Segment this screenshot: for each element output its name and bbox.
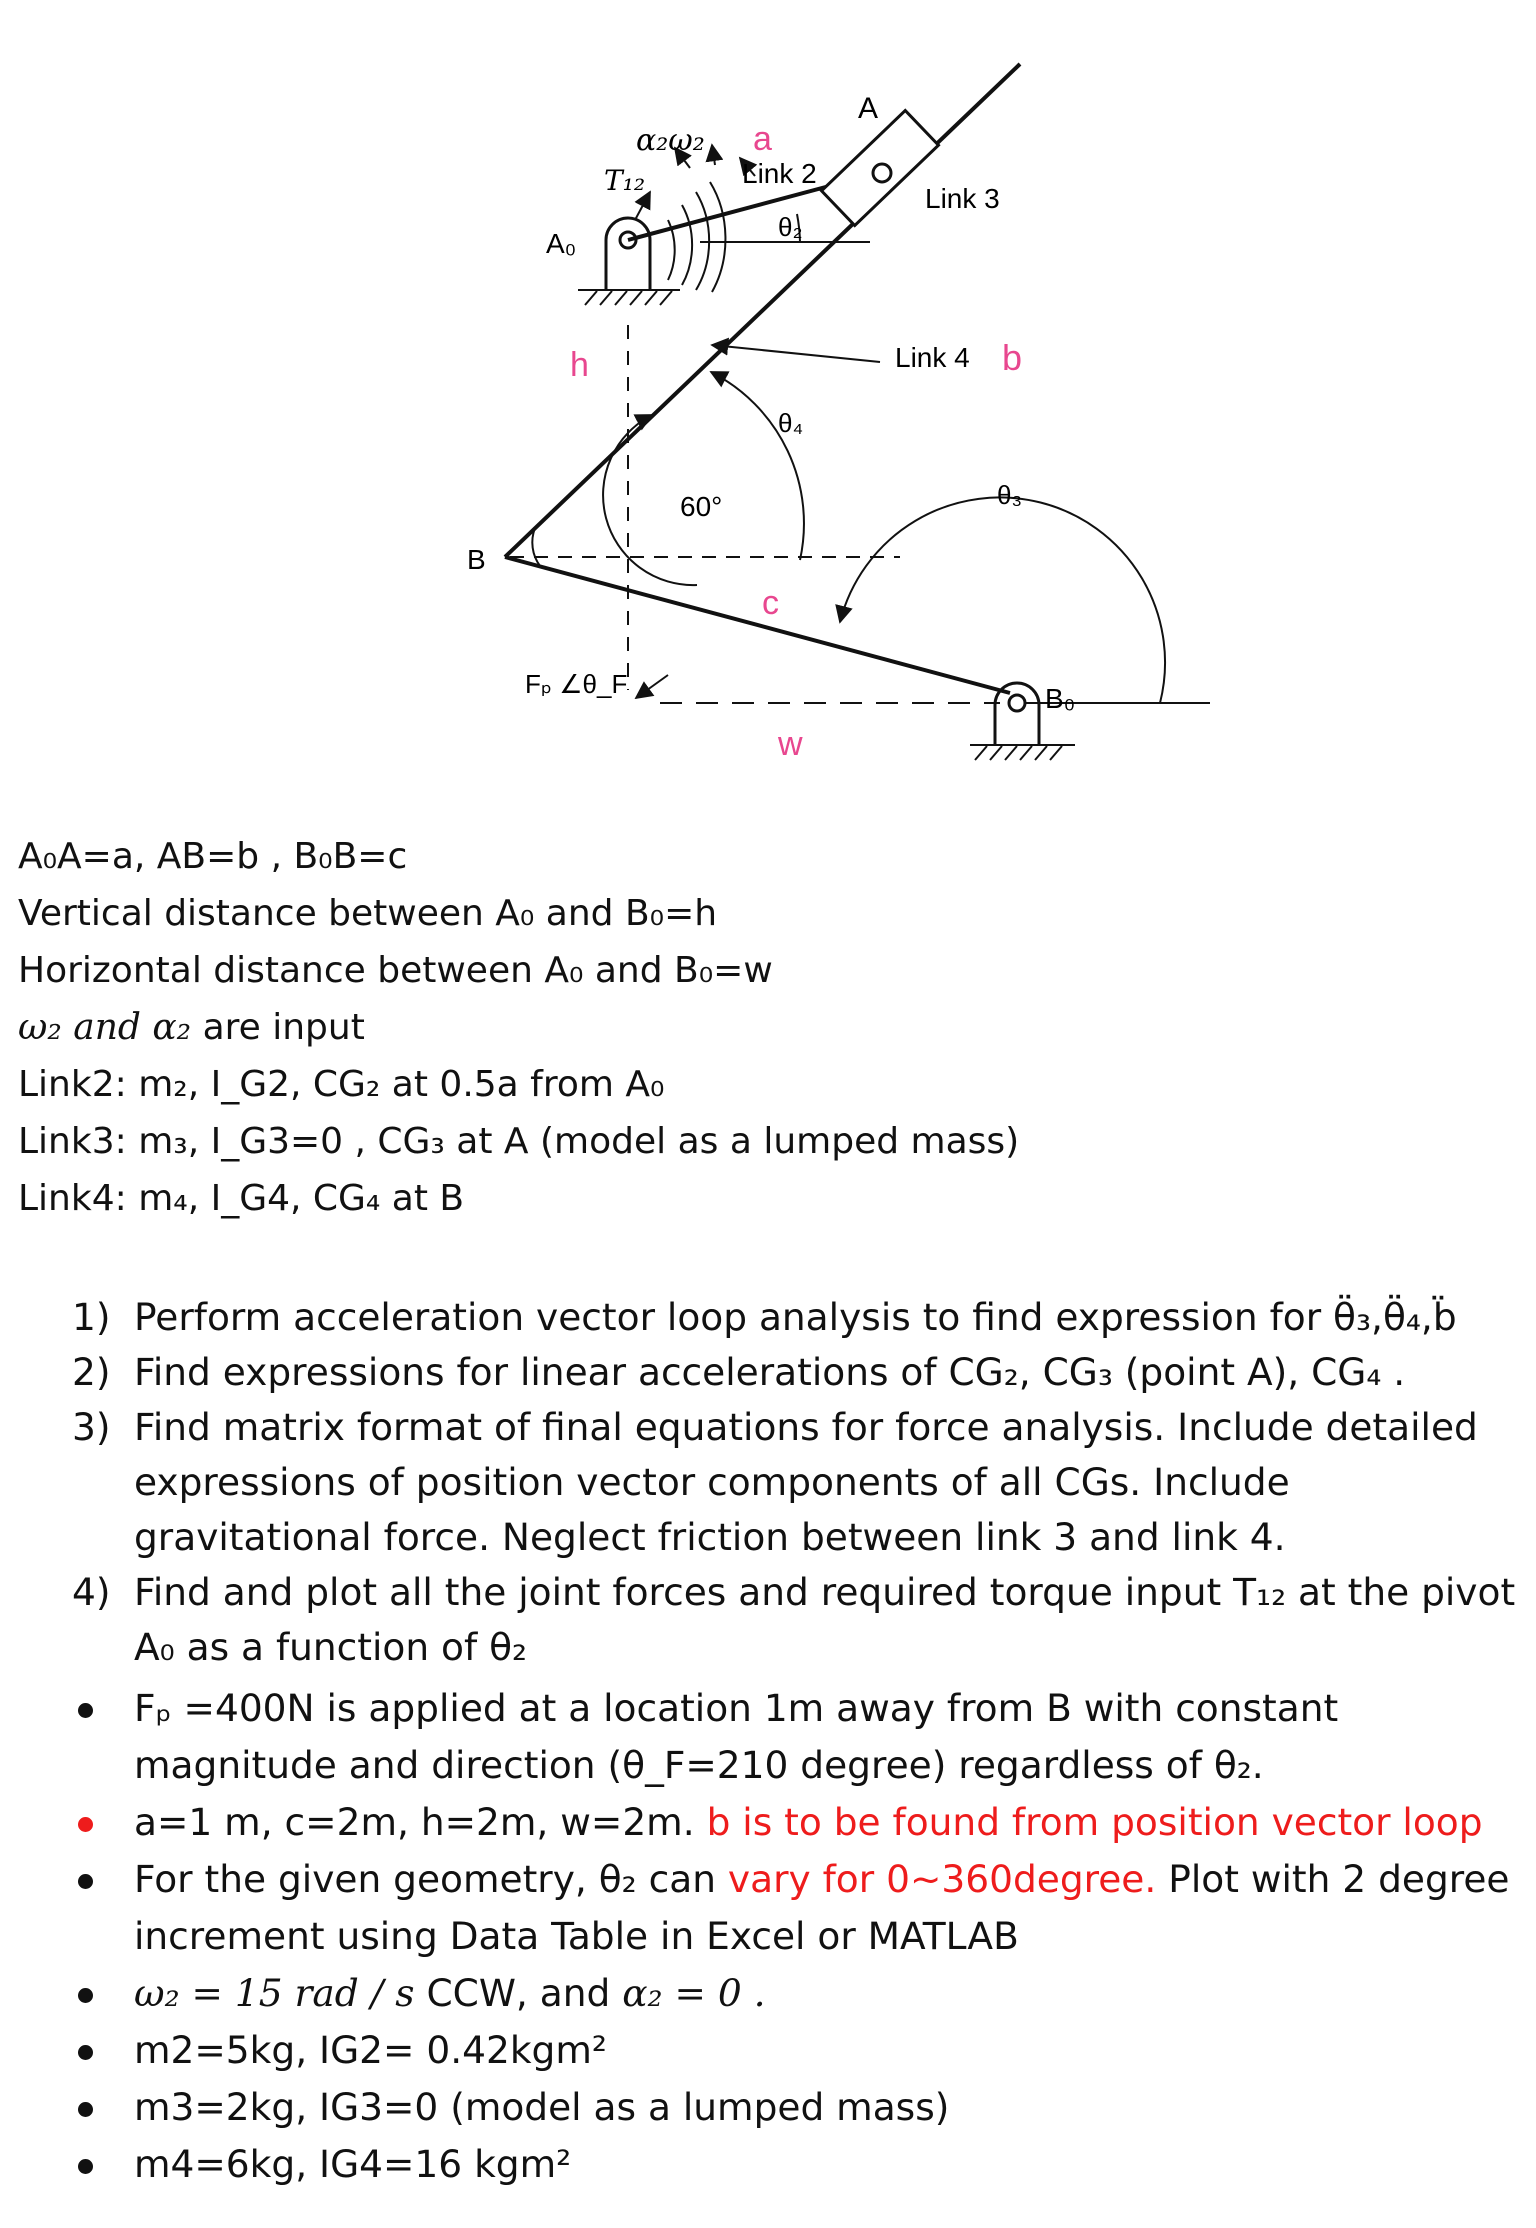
parameter-list — [72, 1680, 1522, 2193]
bullet-dot — [78, 1988, 93, 2003]
task-number: 3) — [72, 1405, 111, 1449]
bullet-text: m3=2kg, IG3=0 (model as a lumped mass) — [134, 2085, 950, 2129]
bullet-m4 — [72, 2136, 1522, 2193]
bullet-fp — [72, 1680, 1522, 1794]
task-text: Perform acceleration vector loop analysis to find expression for θ̈₃,θ̈₄,b̈ — [134, 1295, 1457, 1339]
label-t12: T₁₂ — [604, 164, 646, 197]
bullet-dot — [78, 1703, 93, 1718]
ground-a0 — [578, 290, 680, 305]
label-link4: Link 4 — [895, 342, 970, 373]
bullet-text: a=1 m, c=2m, h=2m, w=2m. — [134, 1800, 695, 1844]
task-number: 1) — [72, 1295, 111, 1339]
label-alpha-omega: α₂ω₂ — [636, 123, 705, 158]
bullet-m2 — [72, 2022, 1522, 2079]
task-list — [72, 1290, 1522, 1675]
mechanism-diagram — [0, 0, 1536, 820]
label-h-pink: h — [570, 346, 589, 384]
task-text: Find and plot all the joint forces and required torque input T₁₂ at the pivot A₀ as a function of θ₂ — [134, 1570, 1516, 1669]
bullet-dot-red — [78, 1817, 93, 1832]
bullet-text: For the given geometry, θ₂ can — [134, 1857, 716, 1901]
omega-value: ω₂ = 15 rad / s — [134, 1971, 415, 2015]
task-number: 4) — [72, 1570, 111, 1614]
bullet-text: Fₚ =400N is applied at a location 1m away from B with constant magnitude and direction (θ_F=210 degree) regardless of θ₂. — [134, 1686, 1339, 1787]
omega-arcs — [668, 182, 725, 292]
bullet-m3 — [72, 2079, 1522, 2136]
bullet-text: m4=6kg, IG4=16 kgm² — [134, 2142, 572, 2186]
def-line-1: A₀A=a, AB=b , B₀B=c — [18, 836, 408, 877]
bullet-text-red: b is to be found from position vector loop — [706, 1800, 1483, 1844]
label-a: A — [858, 92, 879, 125]
label-b-pink: b — [1002, 337, 1023, 378]
label-a-pink: a — [753, 120, 772, 158]
bullet-dot — [78, 1874, 93, 1889]
label-w-pink: w — [778, 725, 803, 763]
label-c-pink: c — [762, 584, 779, 622]
label-60deg: 60° — [680, 491, 723, 522]
label-b: B — [467, 544, 486, 575]
label-theta2: θ₂ — [778, 212, 803, 242]
label-theta3: θ₃ — [997, 480, 1023, 510]
bullet-text: m2=5kg, IG2= 0.42kgm² — [134, 2028, 607, 2072]
ground-b0 — [970, 745, 1075, 760]
bullet-text-red: vary for 0~360degree. — [727, 1857, 1157, 1901]
label-theta4: θ₄ — [778, 408, 804, 438]
task-number: 2) — [72, 1350, 111, 1394]
pivot-a0 — [606, 218, 650, 290]
bullet-dot — [78, 2159, 93, 2174]
theta3-arc — [840, 497, 1165, 703]
label-link3: Link 3 — [925, 183, 1000, 214]
link4-arrow — [712, 345, 880, 362]
def-line-2: Vertical distance between A₀ and B₀=h — [18, 893, 718, 934]
pin-b0 — [1009, 695, 1025, 711]
task-item — [72, 1345, 1522, 1400]
theta4-arc — [711, 372, 804, 560]
bullet-dimensions — [72, 1794, 1522, 1851]
label-a0: A₀ — [546, 228, 577, 259]
bullet-omega — [72, 1965, 1522, 2022]
bullet-text: Plot with 2 degree increment using Data Table in Excel or MATLAB — [134, 1857, 1510, 1958]
omega-alpha-symbols: ω₂ and α₂ — [18, 1007, 192, 1048]
task-item — [72, 1565, 1522, 1675]
pin-a — [873, 164, 891, 182]
def-line-4 — [18, 999, 1019, 1056]
def-line-6: Link3: m₃, I_G3=0 , CG₃ at A (model as a lumped mass) — [18, 1121, 1020, 1162]
definitions-block — [18, 828, 1019, 1227]
omega-arrow — [712, 145, 715, 165]
label-b0: B₀ — [1045, 683, 1076, 714]
task-item — [72, 1290, 1522, 1345]
def-line-7: Link4: m₄, I_G4, CG₄ at B — [18, 1178, 465, 1219]
fp-arrow — [636, 675, 668, 698]
def-line-3: Horizontal distance between A₀ and B₀=w — [18, 950, 773, 991]
b-angle-arc — [532, 528, 540, 566]
alpha-value: α₂ = 0 . — [622, 1971, 766, 2015]
task-text: Find expressions for linear accelerations of CG₂, CG₃ (point A), CG₄ . — [134, 1350, 1406, 1394]
bullet-range — [72, 1851, 1522, 1965]
label-link2: Link 2 — [742, 158, 817, 189]
label-fp: Fₚ ∠θ_F — [525, 669, 628, 699]
def-line-4-text: are input — [202, 1007, 365, 1048]
bullet-text: CCW, and — [426, 1971, 611, 2015]
bullet-dot — [78, 2102, 93, 2117]
def-line-5: Link2: m₂, I_G2, CG₂ at 0.5a from A₀ — [18, 1064, 665, 1105]
bullet-dot — [78, 2045, 93, 2060]
task-item — [72, 1400, 1522, 1565]
task-text: Find matrix format of final equations for force analysis. Include detailed expressions of position vector components of all CGs. Include gravitational force. Neglect friction between link 3 and link 4. — [134, 1405, 1478, 1559]
